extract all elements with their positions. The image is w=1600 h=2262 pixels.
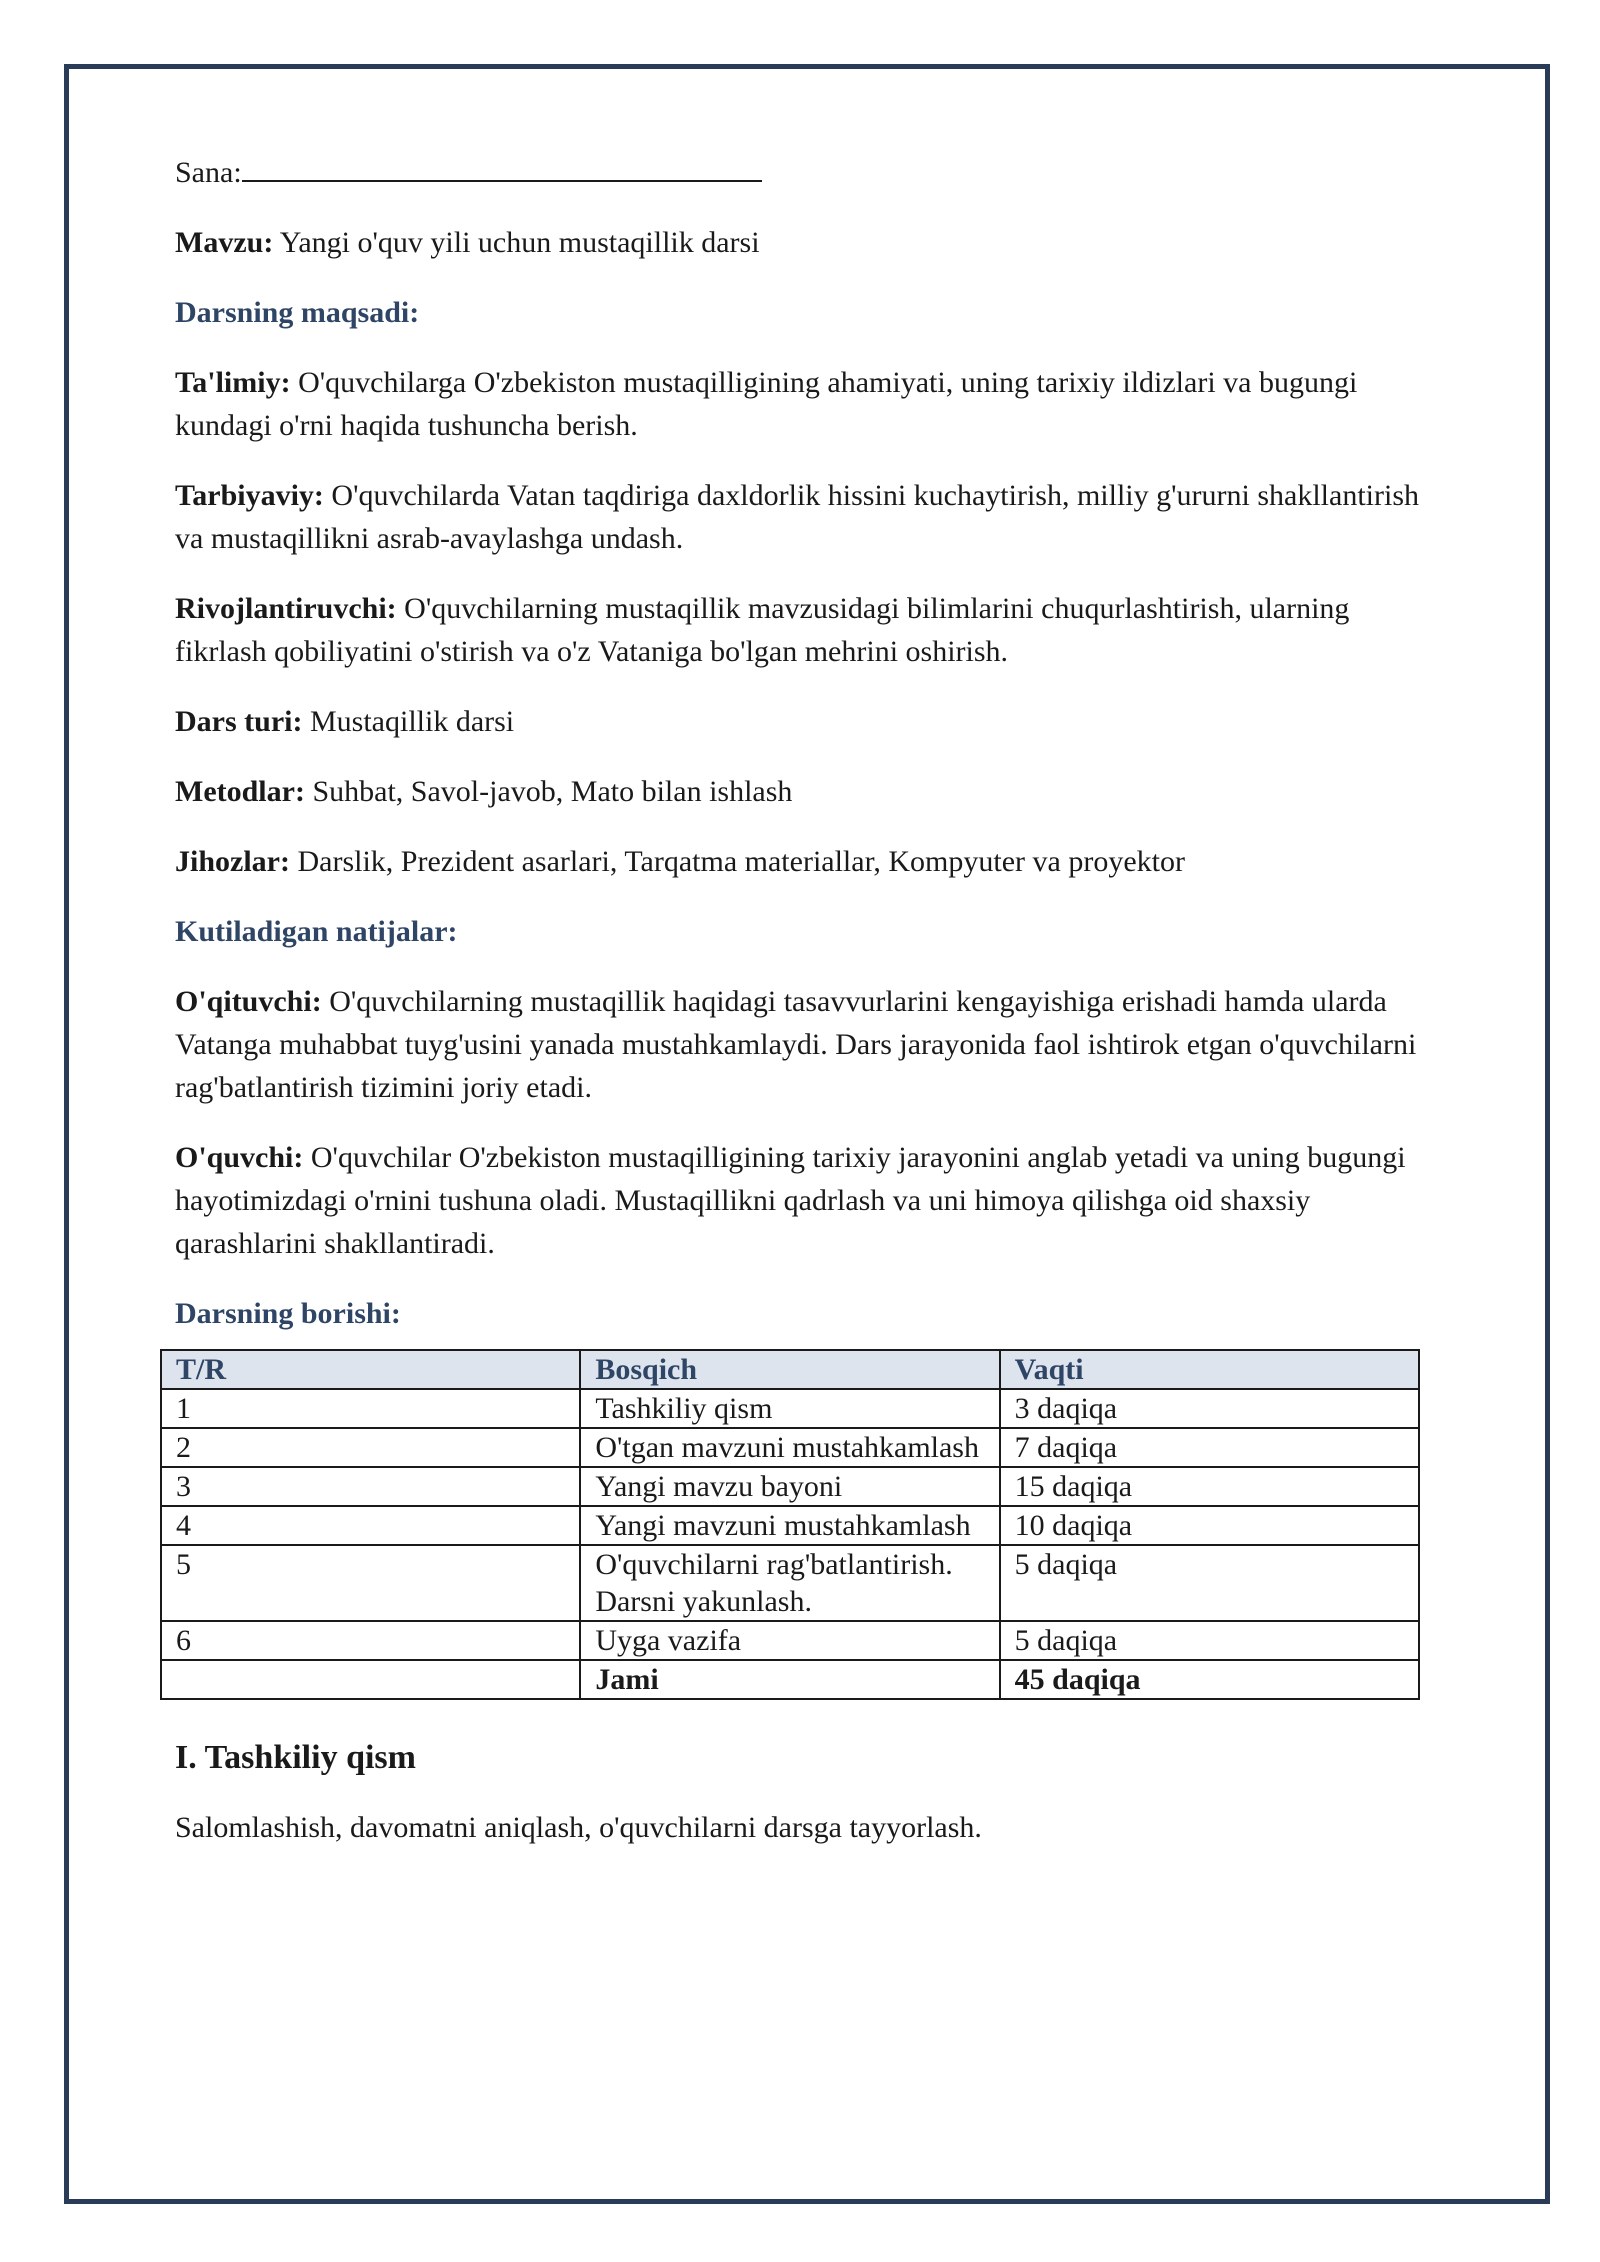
sana-label: Sana: bbox=[175, 156, 242, 189]
cell-vaqti: 7 daqiqa bbox=[1000, 1428, 1419, 1467]
rivojlantiruvchi-paragraph bbox=[175, 587, 1445, 673]
sana-blank-line bbox=[242, 150, 762, 182]
oqituvchi-paragraph bbox=[175, 980, 1445, 1109]
cell-total-value: 45 daqiqa bbox=[1000, 1660, 1419, 1699]
cell-bosqich: Yangi mavzuni mustahkamlash bbox=[580, 1506, 999, 1545]
tarbiyaviy-label: Tarbiyaviy: bbox=[175, 479, 324, 512]
oquvchi-label: O'quvchi: bbox=[175, 1141, 304, 1174]
tarbiyaviy-text: O'quvchilarda Vatan taqdiriga daxldorlik hissini kuchaytirish, milliy g'ururni shakllantirish va mustaqillikni asrab-avaylashga undash. bbox=[175, 479, 1419, 555]
oquvchi-paragraph bbox=[175, 1136, 1445, 1265]
dars-turi-text: Mustaqillik darsi bbox=[309, 705, 515, 738]
dars-turi-label: Dars turi: bbox=[175, 705, 303, 738]
talimiy-text: O'quvchilarga O'zbekiston mustaqilligining ahamiyati, uning tarixiy ildizlari va bugungi kundagi o'rni haqida tushuncha berish. bbox=[175, 366, 1358, 442]
rivojlantiruvchi-label: Rivojlantiruvchi: bbox=[175, 592, 397, 625]
table-row bbox=[161, 1389, 1419, 1428]
table-header-row bbox=[161, 1350, 1419, 1389]
section1-text: Salomlashish, davomatni aniqlash, o'quvchilarni darsga tayyorlash. bbox=[175, 1811, 982, 1844]
metodlar-text: Suhbat, Savol-javob, Mato bilan ishlash bbox=[312, 775, 793, 808]
table-row bbox=[161, 1467, 1419, 1506]
cell-bosqich: Yangi mavzu bayoni bbox=[580, 1467, 999, 1506]
talimiy-paragraph bbox=[175, 361, 1445, 447]
header-tr: T/R bbox=[161, 1350, 580, 1389]
cell-vaqti: 10 daqiqa bbox=[1000, 1506, 1419, 1545]
cell-number: 6 bbox=[161, 1621, 580, 1660]
cell-vaqti: 5 daqiqa bbox=[1000, 1621, 1419, 1660]
maqsad-heading: Darsning maqsadi: bbox=[175, 296, 420, 329]
cell-number: 4 bbox=[161, 1506, 580, 1545]
cell-number: 3 bbox=[161, 1467, 580, 1506]
cell-total-empty bbox=[161, 1660, 580, 1699]
header-bosqich: Bosqich bbox=[580, 1350, 999, 1389]
cell-vaqti: 3 daqiqa bbox=[1000, 1389, 1419, 1428]
lesson-steps-table bbox=[160, 1349, 1420, 1700]
borishi-heading: Darsning borishi: bbox=[175, 1297, 401, 1330]
section1-title: I. Tashkiliy qism bbox=[175, 1739, 416, 1776]
jihozlar-line bbox=[175, 840, 1445, 883]
dars-turi-line bbox=[175, 700, 1445, 743]
cell-number: 2 bbox=[161, 1428, 580, 1467]
table-row bbox=[161, 1621, 1419, 1660]
cell-bosqich: Tashkiliy qism bbox=[580, 1389, 999, 1428]
cell-vaqti: 15 daqiqa bbox=[1000, 1467, 1419, 1506]
cell-total-label: Jami bbox=[580, 1660, 999, 1699]
oqituvchi-label: O'qituvchi: bbox=[175, 985, 322, 1018]
table-row bbox=[161, 1545, 1419, 1621]
mavzu-label: Mavzu: bbox=[175, 226, 274, 259]
metodlar-line bbox=[175, 770, 1445, 813]
mavzu-text: Yangi o'quv yili uchun mustaqillik darsi bbox=[279, 226, 760, 259]
table-total-row bbox=[161, 1660, 1419, 1699]
table-row bbox=[161, 1428, 1419, 1467]
table-row bbox=[161, 1506, 1419, 1545]
header-vaqti: Vaqti bbox=[1000, 1350, 1419, 1389]
tarbiyaviy-paragraph bbox=[175, 474, 1445, 560]
cell-bosqich: O'tgan mavzuni mustahkamlash bbox=[580, 1428, 999, 1467]
cell-number: 5 bbox=[161, 1545, 580, 1621]
cell-number: 1 bbox=[161, 1389, 580, 1428]
oqituvchi-text: O'quvchilarning mustaqillik haqidagi tasavvurlarini kengayishiga erishadi hamda ularda Vatanga muhabbat tuyg'usini yanada mustahkamlaydi. Dars jarayonida faol ishtirok etgan o'quvchilarni rag'batlantirish tizimini joriy etadi. bbox=[175, 985, 1417, 1104]
sana-field bbox=[175, 150, 1445, 194]
rivojlantiruvchi-text: O'quvchilarning mustaqillik mavzusidagi bilimlarini chuqurlashtirish, ularning fikrlash qobiliyatini o'stirish va o'z Vataniga bo'lgan mehrini oshirish. bbox=[175, 592, 1350, 668]
oquvchi-text: O'quvchilar O'zbekiston mustaqilligining tarixiy jarayonini anglab yetadi va uning bugungi hayotimizdagi o'rnini tushuna oladi. Mustaqillikni qadrlash va uni himoya qilishga oid shaxsiy qarashlarini shakllantiradi. bbox=[175, 1141, 1406, 1260]
jihozlar-label: Jihozlar: bbox=[175, 845, 290, 878]
natijalar-heading: Kutiladigan natijalar: bbox=[175, 915, 458, 948]
cell-bosqich: O'quvchilarni rag'batlantirish. Darsni yakunlash. bbox=[580, 1545, 999, 1621]
cell-vaqti: 5 daqiqa bbox=[1000, 1545, 1419, 1621]
jihozlar-text: Darslik, Prezident asarlari, Tarqatma materiallar, Kompyuter va proyektor bbox=[297, 845, 1185, 878]
mavzu-line bbox=[175, 221, 1445, 264]
document-content bbox=[175, 150, 1445, 1876]
talimiy-label: Ta'limiy: bbox=[175, 366, 291, 399]
cell-bosqich: Uyga vazifa bbox=[580, 1621, 999, 1660]
metodlar-label: Metodlar: bbox=[175, 775, 305, 808]
